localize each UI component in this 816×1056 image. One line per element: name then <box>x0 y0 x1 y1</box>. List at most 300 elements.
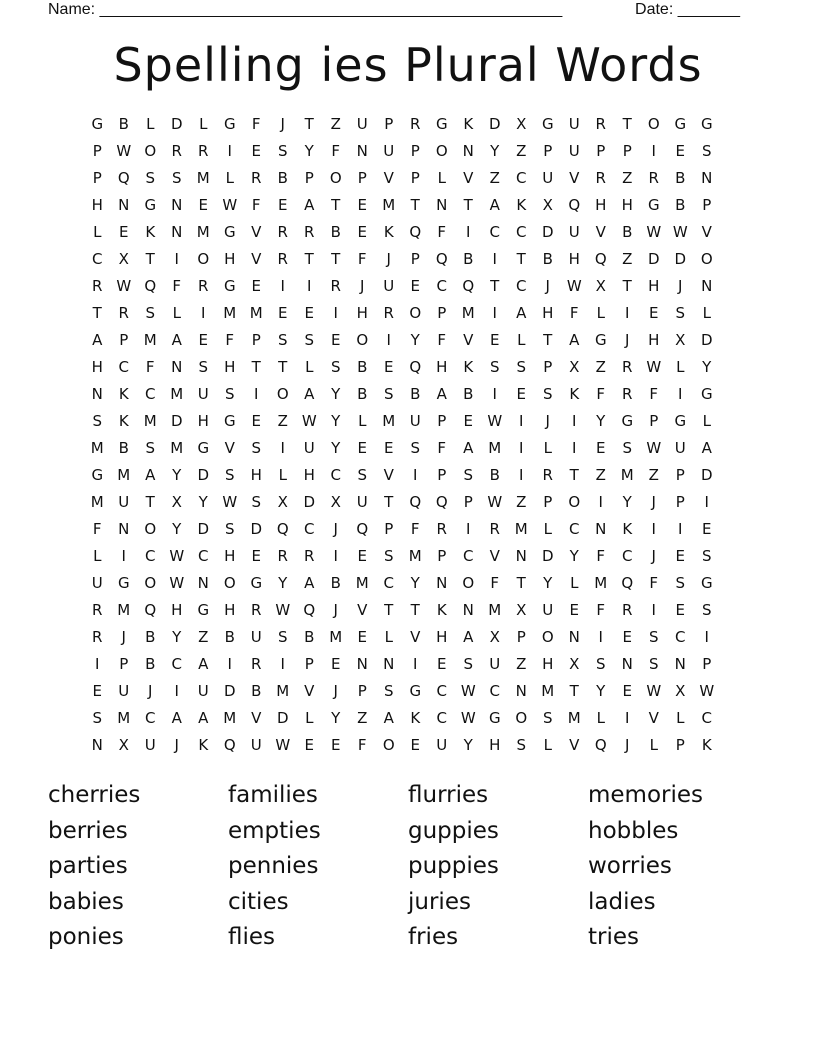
grid-letter[interactable]: G <box>223 223 236 241</box>
grid-letter[interactable]: G <box>91 115 104 133</box>
grid-letter[interactable]: N <box>91 385 103 403</box>
grid-letter[interactable]: C <box>463 547 474 565</box>
grid-letter[interactable]: L <box>93 223 102 241</box>
grid-letter[interactable]: X <box>171 493 182 511</box>
grid-letter[interactable]: A <box>304 385 315 403</box>
grid-letter[interactable]: K <box>118 385 129 403</box>
grid-letter[interactable]: A <box>198 655 209 673</box>
grid-letter[interactable]: F <box>331 142 341 160</box>
grid-letter[interactable]: S <box>92 412 103 430</box>
grid-letter[interactable]: W <box>646 358 662 376</box>
grid-letter[interactable]: I <box>492 385 497 403</box>
grid-letter[interactable]: P <box>543 493 553 511</box>
grid-letter[interactable]: S <box>224 466 235 484</box>
grid-letter[interactable]: L <box>278 466 287 484</box>
grid-letter[interactable]: Y <box>172 628 182 646</box>
grid-letter[interactable]: C <box>383 574 394 592</box>
grid-letter[interactable]: M <box>223 709 237 727</box>
grid-letter[interactable]: Q <box>276 520 289 538</box>
grid-letter[interactable]: Y <box>569 547 579 565</box>
grid-letter[interactable]: B <box>330 574 341 592</box>
grid-letter[interactable]: P <box>702 655 712 673</box>
grid-letter[interactable]: V <box>595 223 606 241</box>
grid-letter[interactable]: U <box>674 439 686 457</box>
grid-letter[interactable]: F <box>569 304 579 322</box>
grid-letter[interactable]: X <box>489 628 500 646</box>
grid-letter[interactable]: B <box>622 223 633 241</box>
grid-letter[interactable]: P <box>702 196 712 214</box>
grid-letter[interactable]: O <box>144 520 157 538</box>
grid-letter[interactable]: Z <box>622 169 633 187</box>
grid-letter[interactable]: S <box>542 385 553 403</box>
grid-letter[interactable]: I <box>333 304 338 322</box>
grid-letter[interactable]: L <box>146 115 155 133</box>
grid-letter[interactable]: K <box>410 709 421 727</box>
grid-letter[interactable]: E <box>331 655 341 673</box>
grid-letter[interactable]: D <box>170 412 183 430</box>
grid-letter[interactable]: I <box>413 655 418 673</box>
grid-letter[interactable]: R <box>595 169 606 187</box>
grid-letter[interactable]: J <box>121 628 126 646</box>
grid-letter[interactable]: P <box>463 493 473 511</box>
grid-letter[interactable]: I <box>598 493 603 511</box>
grid-letter[interactable]: W <box>460 682 476 700</box>
grid-letter[interactable]: V <box>569 169 580 187</box>
grid-letter[interactable]: H <box>224 250 236 268</box>
grid-letter[interactable]: M <box>408 547 422 565</box>
grid-letter[interactable]: C <box>330 466 341 484</box>
grid-letter[interactable]: P <box>437 466 447 484</box>
grid-letter[interactable]: Y <box>596 682 606 700</box>
grid-letter[interactable]: Y <box>172 520 182 538</box>
grid-letter[interactable]: R <box>383 304 394 322</box>
grid-letter[interactable]: R <box>277 250 288 268</box>
grid-letter[interactable]: G <box>223 277 236 295</box>
grid-letter[interactable]: E <box>304 736 314 754</box>
grid-letter[interactable]: T <box>92 304 102 322</box>
grid-letter[interactable]: P <box>92 169 102 187</box>
grid-letter[interactable]: W <box>487 493 503 511</box>
grid-letter[interactable]: R <box>277 547 288 565</box>
grid-letter[interactable]: P <box>675 466 685 484</box>
grid-letter[interactable]: D <box>647 250 660 268</box>
grid-letter[interactable]: S <box>516 736 527 754</box>
grid-letter[interactable]: K <box>569 385 580 403</box>
grid-letter[interactable]: T <box>278 358 288 376</box>
grid-letter[interactable]: M <box>488 601 502 619</box>
grid-letter[interactable]: E <box>357 223 367 241</box>
grid-letter[interactable]: X <box>118 736 129 754</box>
grid-letter[interactable]: U <box>568 115 580 133</box>
grid-letter[interactable]: F <box>649 385 659 403</box>
grid-letter[interactable]: U <box>356 115 368 133</box>
grid-letter[interactable]: F <box>357 736 367 754</box>
grid-letter[interactable]: U <box>409 412 421 430</box>
grid-letter[interactable]: E <box>516 385 526 403</box>
grid-letter[interactable]: I <box>519 412 524 430</box>
grid-letter[interactable]: X <box>330 493 341 511</box>
grid-letter[interactable]: M <box>143 412 157 430</box>
grid-letter[interactable]: I <box>254 385 259 403</box>
grid-letter[interactable]: P <box>304 169 314 187</box>
grid-letter[interactable]: C <box>304 520 315 538</box>
grid-letter[interactable]: T <box>304 115 314 133</box>
grid-letter[interactable]: B <box>224 628 235 646</box>
grid-letter[interactable]: S <box>383 385 394 403</box>
grid-letter[interactable]: B <box>118 115 129 133</box>
grid-letter[interactable]: I <box>678 520 683 538</box>
grid-letter[interactable]: N <box>436 574 448 592</box>
grid-letter[interactable]: S <box>701 142 712 160</box>
grid-letter[interactable]: A <box>463 628 474 646</box>
grid-letter[interactable]: Q <box>409 223 422 241</box>
grid-letter[interactable]: M <box>541 682 555 700</box>
grid-letter[interactable]: T <box>410 601 420 619</box>
grid-letter[interactable]: G <box>541 115 554 133</box>
grid-letter[interactable]: D <box>541 223 554 241</box>
grid-letter[interactable]: K <box>383 223 394 241</box>
grid-letter[interactable]: L <box>305 709 314 727</box>
grid-letter[interactable]: B <box>330 223 341 241</box>
grid-letter[interactable]: E <box>278 304 288 322</box>
grid-letter[interactable]: S <box>357 466 368 484</box>
grid-letter[interactable]: Y <box>172 466 182 484</box>
grid-letter[interactable]: I <box>280 439 285 457</box>
grid-letter[interactable]: P <box>410 142 420 160</box>
grid-letter[interactable]: Q <box>356 520 369 538</box>
grid-letter[interactable]: A <box>701 439 712 457</box>
grid-letter[interactable]: V <box>224 439 235 457</box>
grid-letter[interactable]: N <box>701 277 713 295</box>
grid-letter[interactable]: M <box>461 304 475 322</box>
grid-letter[interactable]: W <box>487 412 503 430</box>
grid-letter[interactable]: S <box>622 439 633 457</box>
grid-letter[interactable]: A <box>304 574 315 592</box>
grid-letter[interactable]: C <box>516 223 527 241</box>
grid-letter[interactable]: S <box>648 628 659 646</box>
grid-letter[interactable]: W <box>169 574 185 592</box>
grid-letter[interactable]: R <box>542 466 553 484</box>
grid-letter[interactable]: A <box>198 709 209 727</box>
grid-letter[interactable]: U <box>144 736 156 754</box>
grid-letter[interactable]: H <box>542 304 554 322</box>
grid-letter[interactable]: H <box>224 601 236 619</box>
grid-letter[interactable]: R <box>436 520 447 538</box>
grid-letter[interactable]: F <box>437 223 447 241</box>
grid-letter[interactable]: E <box>463 412 473 430</box>
grid-letter[interactable]: T <box>569 466 579 484</box>
grid-letter[interactable]: V <box>463 169 474 187</box>
grid-letter[interactable]: G <box>647 196 660 214</box>
grid-letter[interactable]: S <box>198 358 209 376</box>
grid-letter[interactable]: N <box>701 169 713 187</box>
grid-letter[interactable]: N <box>568 628 580 646</box>
grid-letter[interactable]: L <box>358 412 367 430</box>
grid-letter[interactable]: K <box>463 358 474 376</box>
name-field[interactable]: Name: ____________________________________________________ <box>48 1 563 18</box>
grid-letter[interactable]: J <box>148 682 153 700</box>
grid-letter[interactable]: F <box>596 547 606 565</box>
grid-letter[interactable]: P <box>119 331 129 349</box>
grid-letter[interactable]: E <box>198 331 208 349</box>
grid-letter[interactable]: I <box>519 466 524 484</box>
grid-letter[interactable]: L <box>437 169 446 187</box>
grid-letter[interactable]: N <box>118 520 130 538</box>
grid-letter[interactable]: S <box>383 547 394 565</box>
grid-letter[interactable]: C <box>145 385 156 403</box>
grid-letter[interactable]: M <box>594 574 608 592</box>
grid-letter[interactable]: O <box>197 250 210 268</box>
grid-letter[interactable]: M <box>249 304 263 322</box>
grid-letter[interactable]: P <box>437 412 447 430</box>
grid-letter[interactable]: I <box>572 412 577 430</box>
grid-letter[interactable]: N <box>674 655 686 673</box>
grid-letter[interactable]: T <box>304 250 314 268</box>
grid-letter[interactable]: U <box>383 277 395 295</box>
grid-letter[interactable]: G <box>674 115 687 133</box>
grid-letter[interactable]: X <box>569 358 580 376</box>
grid-letter[interactable]: O <box>462 574 475 592</box>
grid-letter[interactable]: O <box>541 628 554 646</box>
grid-letter[interactable]: M <box>170 385 184 403</box>
grid-letter[interactable]: N <box>171 196 183 214</box>
grid-letter[interactable]: Z <box>595 358 606 376</box>
grid-letter[interactable]: V <box>251 709 262 727</box>
grid-letter[interactable]: G <box>197 439 210 457</box>
grid-letter[interactable]: G <box>674 412 687 430</box>
grid-letter[interactable]: R <box>304 223 315 241</box>
grid-letter[interactable]: H <box>648 277 660 295</box>
grid-letter[interactable]: Z <box>198 628 209 646</box>
grid-letter[interactable]: L <box>676 709 685 727</box>
grid-letter[interactable]: V <box>251 250 262 268</box>
grid-letter[interactable]: L <box>649 736 658 754</box>
grid-letter[interactable]: E <box>119 223 129 241</box>
grid-letter[interactable]: V <box>648 709 659 727</box>
grid-letter[interactable]: E <box>251 277 261 295</box>
grid-letter[interactable]: Y <box>331 412 341 430</box>
grid-letter[interactable]: U <box>542 169 554 187</box>
grid-letter[interactable]: S <box>277 142 288 160</box>
date-field[interactable]: Date: _______ <box>635 1 740 18</box>
grid-letter[interactable]: Y <box>410 574 420 592</box>
grid-letter[interactable]: M <box>117 709 131 727</box>
grid-letter[interactable]: D <box>223 682 236 700</box>
grid-letter[interactable]: V <box>463 331 474 349</box>
grid-letter[interactable]: Q <box>621 574 634 592</box>
grid-letter[interactable]: R <box>648 169 659 187</box>
grid-letter[interactable]: E <box>384 439 394 457</box>
grid-letter[interactable]: A <box>489 196 500 214</box>
grid-letter[interactable]: Y <box>596 412 606 430</box>
grid-letter[interactable]: S <box>383 682 394 700</box>
grid-letter[interactable]: B <box>463 250 474 268</box>
grid-letter[interactable]: M <box>196 169 210 187</box>
grid-letter[interactable]: P <box>304 655 314 673</box>
grid-letter[interactable]: F <box>172 277 182 295</box>
grid-letter[interactable]: R <box>198 277 209 295</box>
grid-letter[interactable]: P <box>649 412 659 430</box>
grid-letter[interactable]: S <box>92 709 103 727</box>
grid-letter[interactable]: L <box>305 358 314 376</box>
grid-letter[interactable]: U <box>250 736 262 754</box>
grid-letter[interactable]: H <box>568 250 580 268</box>
grid-letter[interactable]: L <box>702 304 711 322</box>
grid-letter[interactable]: J <box>625 736 630 754</box>
grid-letter[interactable]: E <box>304 304 314 322</box>
grid-letter[interactable]: L <box>384 628 393 646</box>
grid-letter[interactable]: T <box>569 682 579 700</box>
grid-letter[interactable]: R <box>489 520 500 538</box>
grid-letter[interactable]: M <box>117 466 131 484</box>
grid-letter[interactable]: G <box>700 385 713 403</box>
grid-letter[interactable]: G <box>197 601 210 619</box>
grid-letter[interactable]: I <box>492 304 497 322</box>
grid-letter[interactable]: Z <box>516 655 527 673</box>
grid-letter[interactable]: E <box>649 304 659 322</box>
grid-letter[interactable]: O <box>700 250 713 268</box>
grid-letter[interactable]: S <box>277 331 288 349</box>
grid-letter[interactable]: C <box>436 709 447 727</box>
grid-letter[interactable]: D <box>197 466 210 484</box>
grid-letter[interactable]: I <box>492 250 497 268</box>
grid-letter[interactable]: O <box>223 574 236 592</box>
grid-letter[interactable]: T <box>410 196 420 214</box>
grid-letter[interactable]: Z <box>357 709 368 727</box>
grid-letter[interactable]: W <box>275 736 291 754</box>
grid-letter[interactable]: I <box>651 601 656 619</box>
grid-letter[interactable]: B <box>542 250 553 268</box>
grid-letter[interactable]: S <box>171 169 182 187</box>
grid-letter[interactable]: R <box>251 601 262 619</box>
grid-letter[interactable]: I <box>227 142 232 160</box>
grid-letter[interactable]: B <box>118 439 129 457</box>
grid-letter[interactable]: Z <box>516 493 527 511</box>
grid-letter[interactable]: E <box>357 439 367 457</box>
grid-letter[interactable]: Q <box>144 277 157 295</box>
grid-letter[interactable]: S <box>251 493 262 511</box>
grid-letter[interactable]: G <box>621 412 634 430</box>
grid-letter[interactable]: W <box>672 223 688 241</box>
grid-letter[interactable]: N <box>356 655 368 673</box>
grid-letter[interactable]: I <box>413 466 418 484</box>
grid-letter[interactable]: M <box>355 574 369 592</box>
grid-letter[interactable]: C <box>92 250 103 268</box>
grid-letter[interactable]: Z <box>648 466 659 484</box>
grid-letter[interactable]: L <box>172 304 181 322</box>
grid-letter[interactable]: E <box>702 520 712 538</box>
grid-letter[interactable]: Y <box>331 385 341 403</box>
grid-letter[interactable]: F <box>410 520 420 538</box>
grid-letter[interactable]: C <box>516 169 527 187</box>
grid-letter[interactable]: G <box>409 682 422 700</box>
grid-letter[interactable]: X <box>516 115 527 133</box>
grid-letter[interactable]: O <box>144 574 157 592</box>
grid-letter[interactable]: P <box>675 736 685 754</box>
grid-letter[interactable]: V <box>701 223 712 241</box>
grid-letter[interactable]: I <box>386 331 391 349</box>
grid-letter[interactable]: G <box>700 574 713 592</box>
grid-letter[interactable]: M <box>90 493 104 511</box>
grid-letter[interactable]: E <box>410 277 420 295</box>
grid-letter[interactable]: J <box>651 547 656 565</box>
grid-letter[interactable]: E <box>357 196 367 214</box>
grid-letter[interactable]: C <box>145 547 156 565</box>
grid-letter[interactable]: T <box>331 196 341 214</box>
grid-letter[interactable]: W <box>301 412 317 430</box>
grid-letter[interactable]: Q <box>568 196 581 214</box>
grid-letter[interactable]: E <box>278 196 288 214</box>
grid-letter[interactable]: P <box>622 142 632 160</box>
grid-letter[interactable]: O <box>329 169 342 187</box>
grid-letter[interactable]: L <box>596 304 605 322</box>
grid-letter[interactable]: I <box>307 277 312 295</box>
grid-letter[interactable]: C <box>436 277 447 295</box>
grid-letter[interactable]: N <box>91 736 103 754</box>
grid-letter[interactable]: O <box>647 115 660 133</box>
grid-letter[interactable]: E <box>675 601 685 619</box>
grid-letter[interactable]: E <box>410 736 420 754</box>
grid-letter[interactable]: I <box>280 655 285 673</box>
grid-letter[interactable]: C <box>171 655 182 673</box>
grid-letter[interactable]: V <box>383 466 394 484</box>
grid-letter[interactable]: U <box>568 223 580 241</box>
grid-letter[interactable]: J <box>280 115 285 133</box>
grid-letter[interactable]: Y <box>331 709 341 727</box>
grid-letter[interactable]: R <box>92 277 103 295</box>
grid-letter[interactable]: O <box>382 736 395 754</box>
grid-letter[interactable]: H <box>303 466 315 484</box>
grid-letter[interactable]: V <box>304 682 315 700</box>
grid-letter[interactable]: H <box>250 466 262 484</box>
grid-letter[interactable]: Y <box>543 574 553 592</box>
grid-letter[interactable]: C <box>569 520 580 538</box>
grid-letter[interactable]: J <box>333 520 338 538</box>
grid-letter[interactable]: W <box>646 439 662 457</box>
grid-letter[interactable]: Q <box>223 736 236 754</box>
grid-letter[interactable]: E <box>357 628 367 646</box>
grid-letter[interactable]: F <box>596 385 606 403</box>
grid-letter[interactable]: S <box>277 628 288 646</box>
grid-letter[interactable]: N <box>356 142 368 160</box>
grid-letter[interactable]: E <box>569 601 579 619</box>
grid-letter[interactable]: E <box>437 655 447 673</box>
grid-letter[interactable]: H <box>542 655 554 673</box>
grid-letter[interactable]: K <box>516 196 527 214</box>
grid-letter[interactable]: A <box>145 466 156 484</box>
grid-letter[interactable]: M <box>382 412 396 430</box>
grid-letter[interactable]: G <box>700 115 713 133</box>
grid-letter[interactable]: S <box>251 439 262 457</box>
grid-letter[interactable]: L <box>543 439 552 457</box>
grid-letter[interactable]: S <box>489 358 500 376</box>
grid-letter[interactable]: B <box>675 169 686 187</box>
grid-letter[interactable]: R <box>118 304 129 322</box>
grid-letter[interactable]: M <box>143 331 157 349</box>
grid-letter[interactable]: L <box>543 520 552 538</box>
grid-letter[interactable]: E <box>622 628 632 646</box>
grid-letter[interactable]: I <box>704 628 709 646</box>
grid-letter[interactable]: P <box>357 169 367 187</box>
grid-letter[interactable]: E <box>251 412 261 430</box>
grid-letter[interactable]: Q <box>594 250 607 268</box>
grid-letter[interactable]: S <box>145 304 156 322</box>
grid-letter[interactable]: F <box>596 601 606 619</box>
grid-letter[interactable]: Q <box>435 493 448 511</box>
grid-letter[interactable]: X <box>569 655 580 673</box>
grid-letter[interactable]: F <box>92 520 102 538</box>
grid-letter[interactable]: C <box>198 547 209 565</box>
